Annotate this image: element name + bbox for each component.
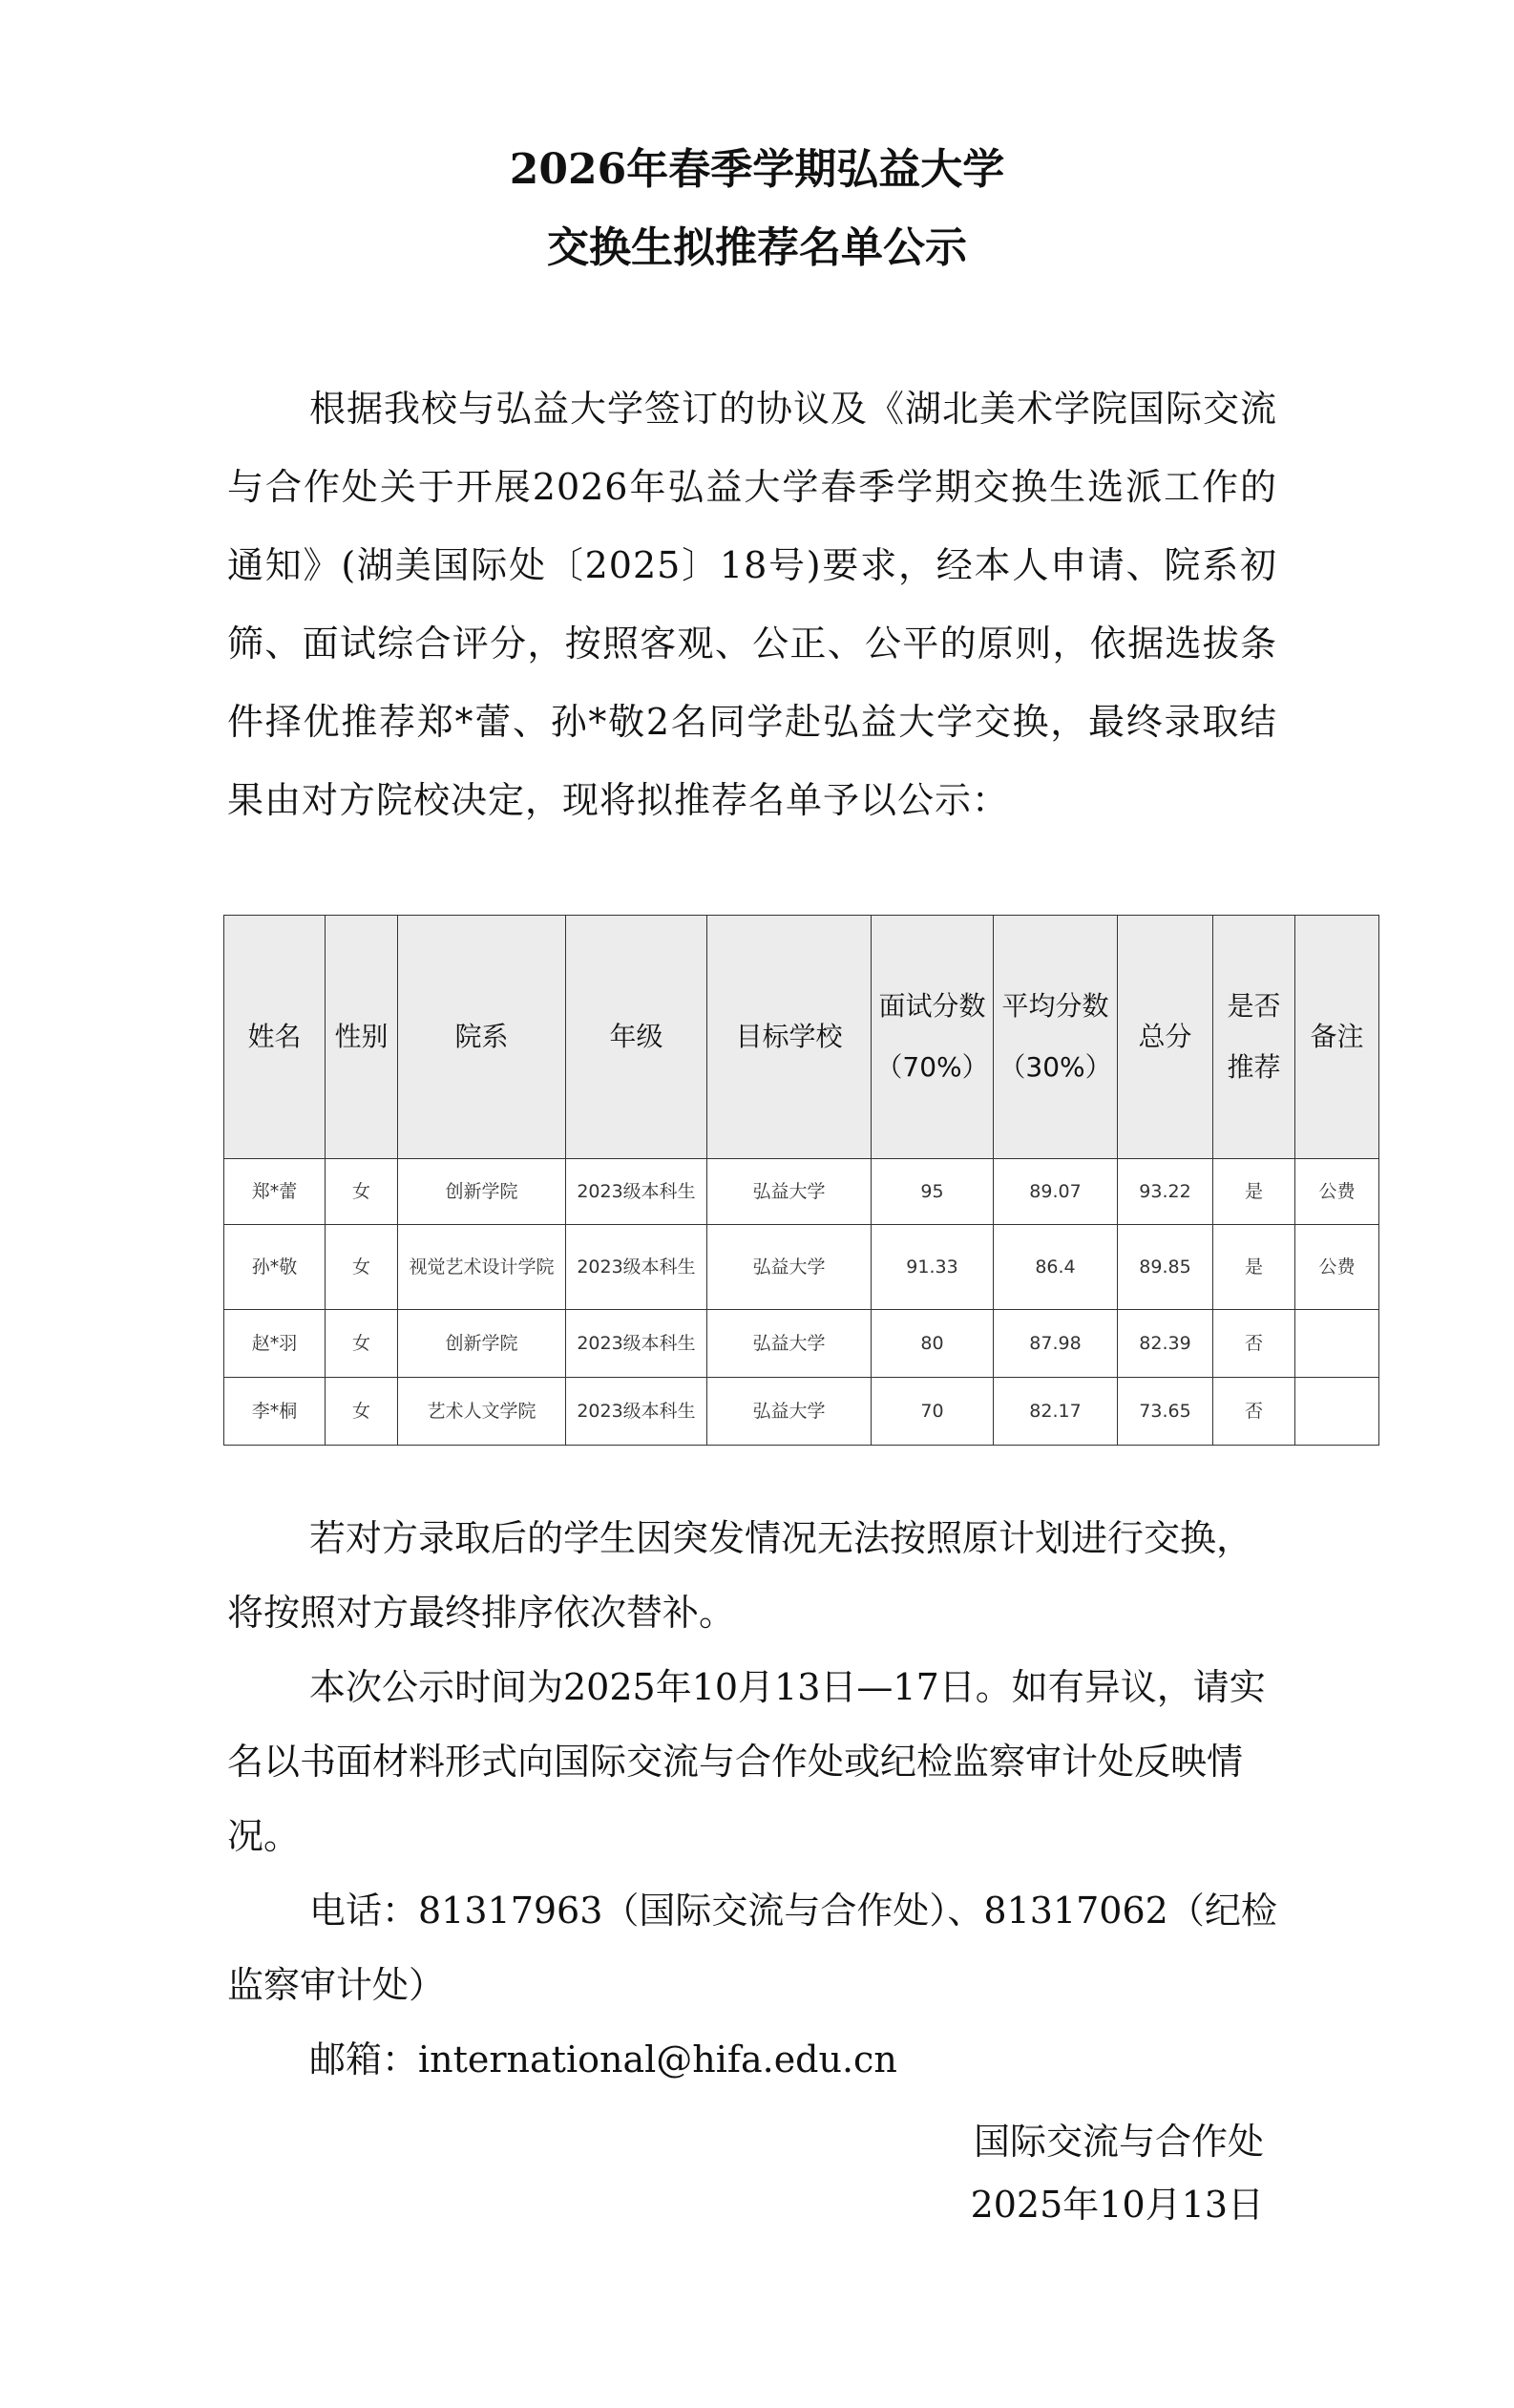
cell-department: 创新学院 [398, 1310, 566, 1378]
table-row [224, 1310, 1379, 1378]
cell-remark: 公费 [1295, 1159, 1379, 1225]
cell-gender: 女 [326, 1310, 398, 1378]
cell-interview-score: 70 [872, 1378, 994, 1446]
cell-total-score: 73.65 [1118, 1378, 1213, 1446]
header-department: 院系 [398, 916, 566, 1159]
cell-remark [1295, 1310, 1379, 1378]
cell-average-score: 89.07 [994, 1159, 1118, 1225]
header-average-score: 平均分数（30%） [994, 916, 1118, 1159]
cell-recommended: 是 [1213, 1225, 1295, 1310]
header-remark: 备注 [1295, 916, 1379, 1159]
intro-paragraph: 根据我校与弘益大学签订的协议及《湖北美术学院国际交流与合作处关于开展2026年弘益大学春季学期交换生选派工作的通知》(湖美国际处〔2025〕18号)要求，经本人申请、院系初筛、面试综合评分，按照客观、公正、公平的原则，依据选拔条件择优推荐郑*蕾、孙*敬2名同学赴弘益大学交换，最终录取结果由对方院校决定，现将拟推荐名单予以公示： [227, 388, 1278, 821]
cell-target-school: 弘益大学 [707, 1159, 872, 1225]
header-target-school: 目标学校 [707, 916, 872, 1159]
header-recommended: 是否推荐 [1213, 916, 1295, 1159]
cell-department: 创新学院 [398, 1159, 566, 1225]
cell-gender: 女 [326, 1378, 398, 1446]
cell-remark [1295, 1378, 1379, 1446]
signature-office: 国际交流与合作处 [973, 2121, 1264, 2163]
cell-interview-score: 80 [872, 1310, 994, 1378]
phone-paragraph: 电话：81317963（国际交流与合作处）、81317062（纪检监察审计处） [227, 1890, 1277, 2006]
cell-average-score: 82.17 [994, 1378, 1118, 1446]
cell-recommended: 是 [1213, 1159, 1295, 1225]
header-name: 姓名 [224, 916, 326, 1159]
cell-average-score: 87.98 [994, 1310, 1118, 1378]
cell-grade: 2023级本科生 [566, 1378, 707, 1446]
table-row [224, 1159, 1379, 1225]
cell-interview-score: 95 [872, 1159, 994, 1225]
publicity-period-paragraph: 本次公示时间为2025年10月13日—17日。如有异议，请实名以书面材料形式向国际交流与合作处或纪检监察审计处反映情况。 [227, 1666, 1266, 1857]
cell-department: 艺术人文学院 [398, 1378, 566, 1446]
title-line-1: 2026年春季学期弘益大学 [509, 145, 1005, 194]
cell-remark: 公费 [1295, 1225, 1379, 1310]
cell-name: 赵*羽 [224, 1310, 326, 1378]
cell-recommended: 否 [1213, 1378, 1295, 1446]
candidate-table [223, 915, 1379, 1446]
cell-gender: 女 [326, 1225, 398, 1310]
header-grade: 年级 [566, 916, 707, 1159]
cell-department: 视觉艺术设计学院 [398, 1225, 566, 1310]
signature-date: 2025年10月13日 [970, 2184, 1264, 2226]
cell-name: 郑*蕾 [224, 1159, 326, 1225]
table-row [224, 1378, 1379, 1446]
header-interview-score: 面试分数（70%） [872, 916, 994, 1159]
cell-target-school: 弘益大学 [707, 1310, 872, 1378]
table-header-row [224, 916, 1379, 1159]
cell-recommended: 否 [1213, 1310, 1295, 1378]
cell-target-school: 弘益大学 [707, 1378, 872, 1446]
cell-name: 李*桐 [224, 1378, 326, 1446]
cell-grade: 2023级本科生 [566, 1225, 707, 1310]
cell-name: 孙*敬 [224, 1225, 326, 1310]
cell-gender: 女 [326, 1159, 398, 1225]
cell-interview-score: 91.33 [872, 1225, 994, 1310]
cell-target-school: 弘益大学 [707, 1225, 872, 1310]
notes-section [227, 1501, 1277, 2097]
cell-total-score: 93.22 [1118, 1159, 1213, 1225]
header-total-score: 总分 [1118, 916, 1213, 1159]
cell-average-score: 86.4 [994, 1225, 1118, 1310]
cell-grade: 2023级本科生 [566, 1159, 707, 1225]
cell-total-score: 82.39 [1118, 1310, 1213, 1378]
cell-total-score: 89.85 [1118, 1225, 1213, 1310]
table-row [224, 1225, 1379, 1310]
replacement-paragraph: 若对方录取后的学生因突发情况无法按照原计划进行交换，将按照对方最终排序依次替补。 [227, 1517, 1253, 1634]
header-gender: 性别 [326, 916, 398, 1159]
email-paragraph: 邮箱：international@hifa.edu.cn [309, 2038, 897, 2081]
cell-grade: 2023级本科生 [566, 1310, 707, 1378]
title-line-2: 交换生拟推荐名单公示 [547, 223, 967, 272]
